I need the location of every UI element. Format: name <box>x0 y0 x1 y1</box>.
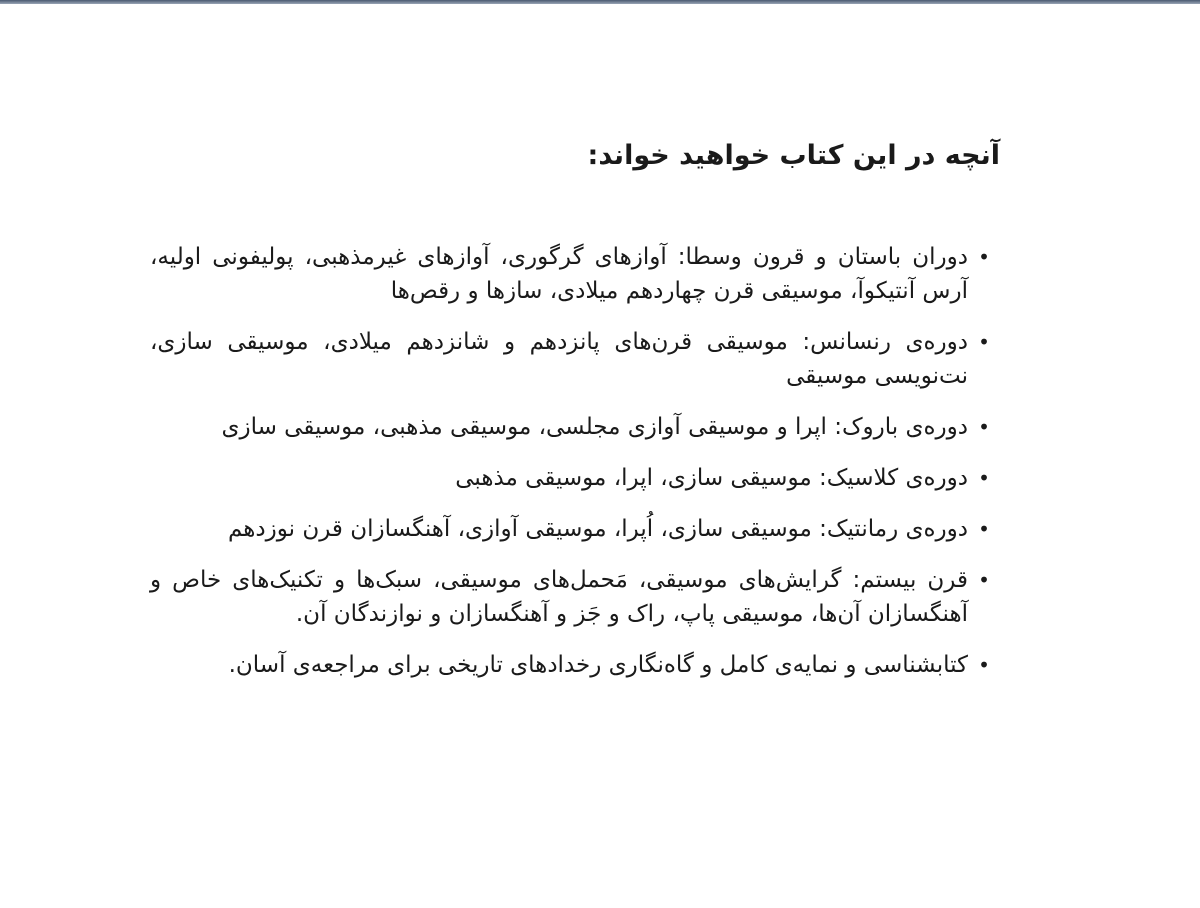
list-item <box>150 563 1000 631</box>
list-item <box>150 240 1000 308</box>
bullet-icon: • <box>978 330 990 354</box>
bullet-icon: • <box>978 245 990 269</box>
bullet-icon: • <box>978 517 990 541</box>
list-item-text: دوره‌ی رنسانس: موسیقی قرن‌های پانزدهم و شانزدهم میلادی، موسیقی سازی، نت‌نویسی موسیقی <box>150 329 968 389</box>
list-item-text: دوران باستان و قرون وسطا: آوازهای گرگوری، آوازهای غیرمذهبی، پولیفونی اولیه، آرس آنتیکوآ، موسیقی قرن چهاردهم میلادی، سازها و رقص‌ها <box>150 244 968 304</box>
list-item <box>150 512 1000 546</box>
bullet-icon: • <box>978 653 990 677</box>
list-item <box>150 325 1000 393</box>
page-heading: آنچه در این کتاب خواهید خواند: <box>587 140 1000 171</box>
list-item <box>150 410 1000 444</box>
list-item-text: قرن بیستم: گرایش‌های موسیقی، مَحمل‌های موسیقی، سبک‌ها و تکنیک‌های خاص و آهنگسازان آن‌ها، موسیقی پاپ، راک و جَز و آهنگسازان و نوازندگان آن. <box>150 567 968 627</box>
list-item-text: دوره‌ی کلاسیک: موسیقی سازی، اپرا، موسیقی مذهبی <box>455 465 968 491</box>
bullet-icon: • <box>978 466 990 490</box>
list-item <box>150 461 1000 495</box>
list-item-text: دوره‌ی باروک: اپرا و موسیقی آوازی مجلسی، موسیقی مذهبی، موسیقی سازی <box>221 414 968 440</box>
contents-list <box>150 240 1000 699</box>
list-item-text: کتابشناسی و نمایه‌ی کامل و گاه‌نگاری رخدادهای تاریخی برای مراجعه‌ی آسان. <box>228 652 968 678</box>
list-item <box>150 648 1000 682</box>
bullet-icon: • <box>978 415 990 439</box>
bullet-icon: • <box>978 568 990 592</box>
list-item-text: دوره‌ی رمانتیک: موسیقی سازی، اُپرا، موسیقی آوازی، آهنگسازان قرن نوزدهم <box>227 516 968 542</box>
